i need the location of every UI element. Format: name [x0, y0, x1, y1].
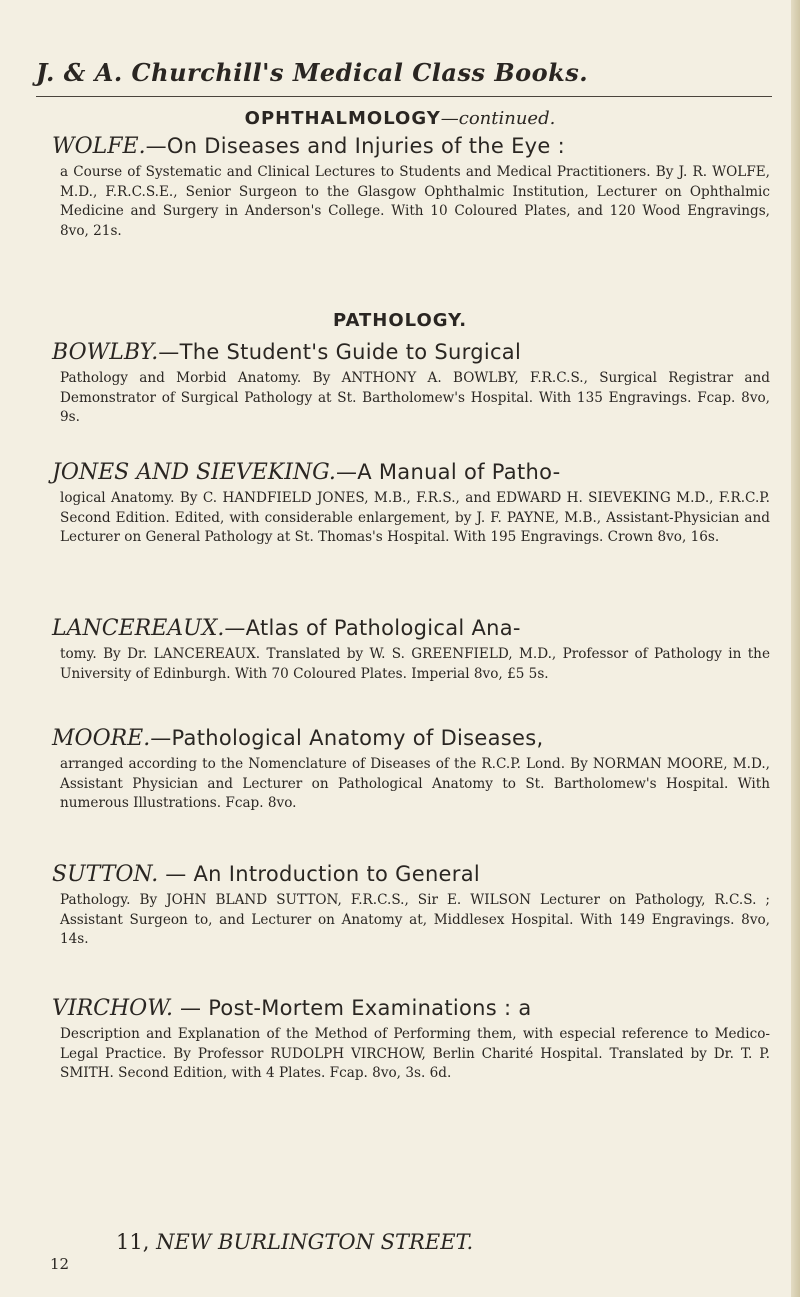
book-entry-sutton: [52, 860, 770, 950]
entry-description: a Course of Systematic and Clinical Lectures to Students and Medical Practitioners. By J. R. WOLFE, M.D., F.R.C.S.E., Senior Surgeon to the Glasgow Ophthalmic Institution, Lecturer on Ophthalmic Medicine and Surgery in Anderson's College. With 10 Coloured Plates, and 120 Wood Engravings, 8vo, 21s.: [60, 164, 770, 239]
page-edge: [791, 0, 800, 1297]
entry-title: —Atlas of Pathological Ana-: [224, 616, 521, 640]
entry-title: — An Introduction to General: [158, 862, 481, 886]
entry-heading: [52, 132, 770, 161]
entry-author: JONES AND SIEVEKING.: [52, 460, 336, 485]
entry-heading: [52, 338, 770, 367]
book-entry-virchow: [52, 994, 770, 1084]
entry-heading: [52, 860, 770, 889]
entry-description: arranged according to the Nomenclature of Diseases of the R.C.P. Lond. By NORMAN MOORE, M.D., Assistant Physician and Lecturer on Pathological Anatomy to St. Bartholomew's Hospital. With numerous Illustrations. Fcap. 8vo.: [60, 756, 770, 811]
book-entry-wolfe: [52, 132, 770, 241]
entry-author: SUTTON.: [52, 862, 159, 887]
entry-heading: [52, 614, 770, 643]
address-number: 11,: [116, 1230, 150, 1254]
entry-title: —The Student's Guide to Surgical: [158, 340, 522, 364]
entry-title: —A Manual of Patho-: [335, 460, 561, 484]
book-entry-bowlby: [52, 338, 770, 428]
entry-description: logical Anatomy. By C. HANDFIELD JONES, M.B., F.R.S., and EDWARD H. SIEVEKING M.D., F.R.C.P. Second Edition. Edited, with considerable enlargement, by J. F. PAYNE, M.B., Assistant-Physician and Lecturer on General Pathology at St. Thomas's Hospital. With 195 Engravings. Crown 8vo, 16s.: [60, 490, 770, 545]
entry-description: Pathology. By JOHN BLAND SUTTON, F.R.C.S., Sir E. WILSON Lecturer on Pathology, R.C.S. ; Assistant Surgeon to, and Lecturer on Anatomy at, Middlesex Hospital. With 149 Engravings. 8vo, 14s.: [60, 892, 770, 947]
section-heading-text: OPHTHALMOLOGY: [244, 108, 441, 129]
entry-author: WOLFE.: [52, 134, 146, 159]
entry-author: MOORE.: [52, 726, 151, 751]
entry-heading: [52, 994, 770, 1023]
page-number: 12: [50, 1255, 70, 1273]
book-entry-jones-sieveking: [52, 458, 770, 548]
continued-label: —continued.: [440, 108, 556, 129]
entry-title: —Pathological Anatomy of Diseases,: [150, 726, 544, 750]
entry-description: Description and Explanation of the Method of Performing them, with especial reference to Medico-Legal Practice. By Professor RUDOLPH VIRCHOW, Berlin Charité Hospital. Translated by Dr. T. P. SMITH. Second Edition, with 4 Plates. Fcap. 8vo, 3s. 6d.: [60, 1026, 770, 1081]
entry-heading: [52, 724, 770, 753]
entry-description: tomy. By Dr. LANCEREAUX. Translated by W. S. GREENFIELD, M.D., Professor of Pathology in the University of Edinburgh. With 70 Coloured Plates. Imperial 8vo, £5 5s.: [60, 646, 770, 682]
entry-author: VIRCHOW.: [52, 996, 173, 1021]
entry-title: — Post-Mortem Examinations : a: [172, 996, 532, 1020]
section-heading-pathology: PATHOLOGY.: [332, 310, 468, 331]
entry-description: Pathology and Morbid Anatomy. By ANTHONY A. BOWLBY, F.R.C.S., Surgical Registrar and Demonstrator of Surgical Pathology at St. Bartholomew's Hospital. With 135 Engravings. Fcap. 8vo, 9s.: [60, 370, 770, 425]
entry-heading: [52, 458, 770, 487]
header-rule: [36, 96, 772, 97]
address-street: NEW BURLINGTON STREET.: [156, 1230, 474, 1254]
running-header: J. & A. Churchill's Medical Class Books.: [36, 58, 589, 87]
entry-title: —On Diseases and Injuries of the Eye :: [145, 134, 565, 158]
book-entry-moore: [52, 724, 770, 814]
entry-author: BOWLBY.: [52, 340, 159, 365]
book-entry-lancereaux: [52, 614, 770, 684]
section-heading-ophthalmology: [0, 108, 800, 129]
publisher-address: [116, 1230, 473, 1254]
entry-author: LANCEREAUX.: [52, 616, 225, 641]
